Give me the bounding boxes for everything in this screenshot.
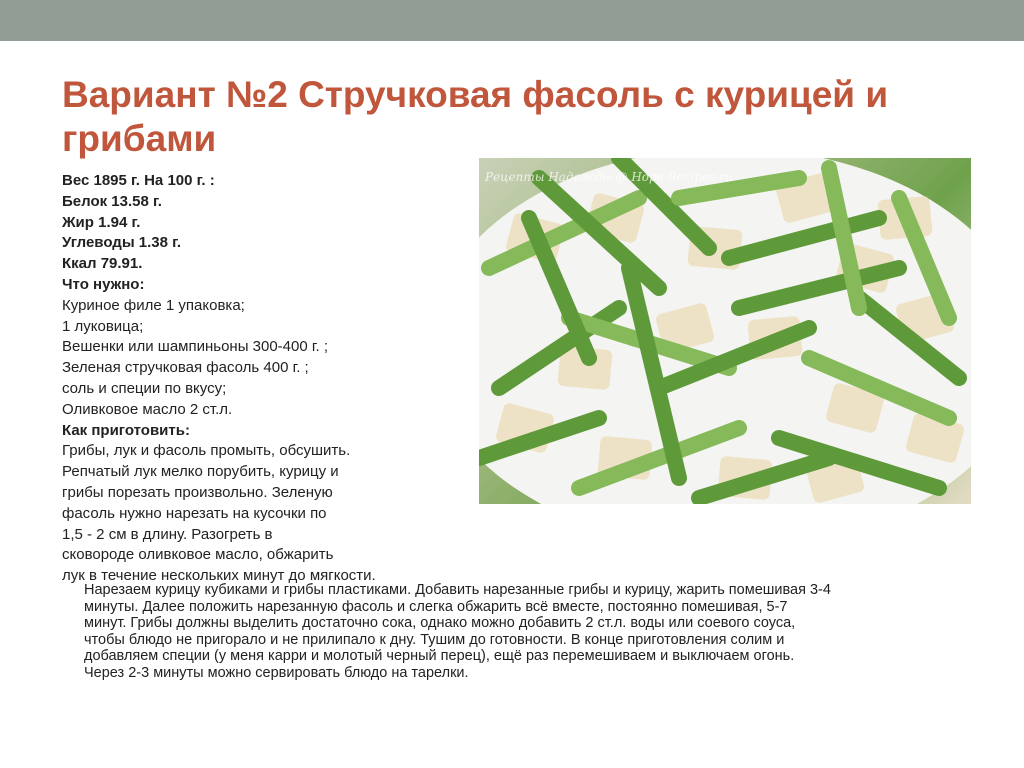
recipe-line: 1 луковица; [62,317,144,335]
recipe-line: Зеленая стручковая фасоль 400 г. ; [62,359,309,377]
recipe-line: Жир 1.94 г. [62,213,141,231]
instruction-line: добавляем специи (у меня карри и молотый черный перец), ещё раз перемешиваем и выключаем огонь. [84,648,795,665]
instruction-line: минут. Грибы должны выделить достаточно сока, однако можно добавить 2 ст.л. воды или соевого соуса, [84,615,796,632]
recipe-line: Как приготовить: [62,421,190,439]
recipe-line: грибы порезать произвольно. Зеленую [62,483,333,501]
recipe-details [62,171,472,587]
recipe-line: Углеводы 1.38 г. [62,234,182,252]
photo-watermark: Рецепты Надежды @ Hope-Recipes.ru [485,170,733,184]
slide-title: Вариант №2 Стручковая фасоль с курицей и грибами [62,74,889,159]
recipe-line: Белок 13.58 г. [62,192,162,210]
instruction-line: Через 2-3 минуты можно сервировать блюдо на тарелки. [84,664,469,681]
recipe-line: Вешенки или шампиньоны 300-400 г. ; [62,338,329,356]
recipe-line: Что нужно: [62,275,145,293]
recipe-line: лук в течение нескольких минут до мягкости. [62,567,376,585]
recipe-line: Вес 1895 г. На 100 г. : [62,172,215,189]
recipe-line: Оливковое масло 2 ст.л. [62,400,233,418]
top-band [0,0,1024,41]
recipe-line: Грибы, лук и фасоль промыть, обсушить. [62,442,351,460]
recipe-line: Репчатый лук мелко порубить, курицу и [62,463,339,481]
recipe-line: Куриное филе 1 упаковка; [62,296,245,314]
dish-photo [479,158,971,504]
instruction-line: чтобы блюдо не пригорало и не прилипало к дну. Тушим до готовности. В конце приготовления солим и [84,631,785,648]
instruction-line: Нарезаем курицу кубиками и грибы пластиками. Добавить нарезанные грибы и курицу, жарить помешивая 3-4 [84,582,831,598]
recipe-line: соль и специи по вкусу; [62,379,227,397]
cooking-instructions [84,582,954,682]
recipe-line: фасоль нужно нарезать на кусочки по [62,504,327,522]
recipe-line: 1,5 - 2 см в длину. Разогреть в [62,525,273,543]
instruction-line: минуты. Далее положить нарезанную фасоль и слегка обжарить всё вместе, постоянно помешивая, 5-7 [84,598,788,615]
dish-illustration [479,158,971,504]
recipe-line: Ккал 79.91. [62,255,143,273]
recipe-line: сковороде оливковое масло, обжарить [62,546,334,564]
